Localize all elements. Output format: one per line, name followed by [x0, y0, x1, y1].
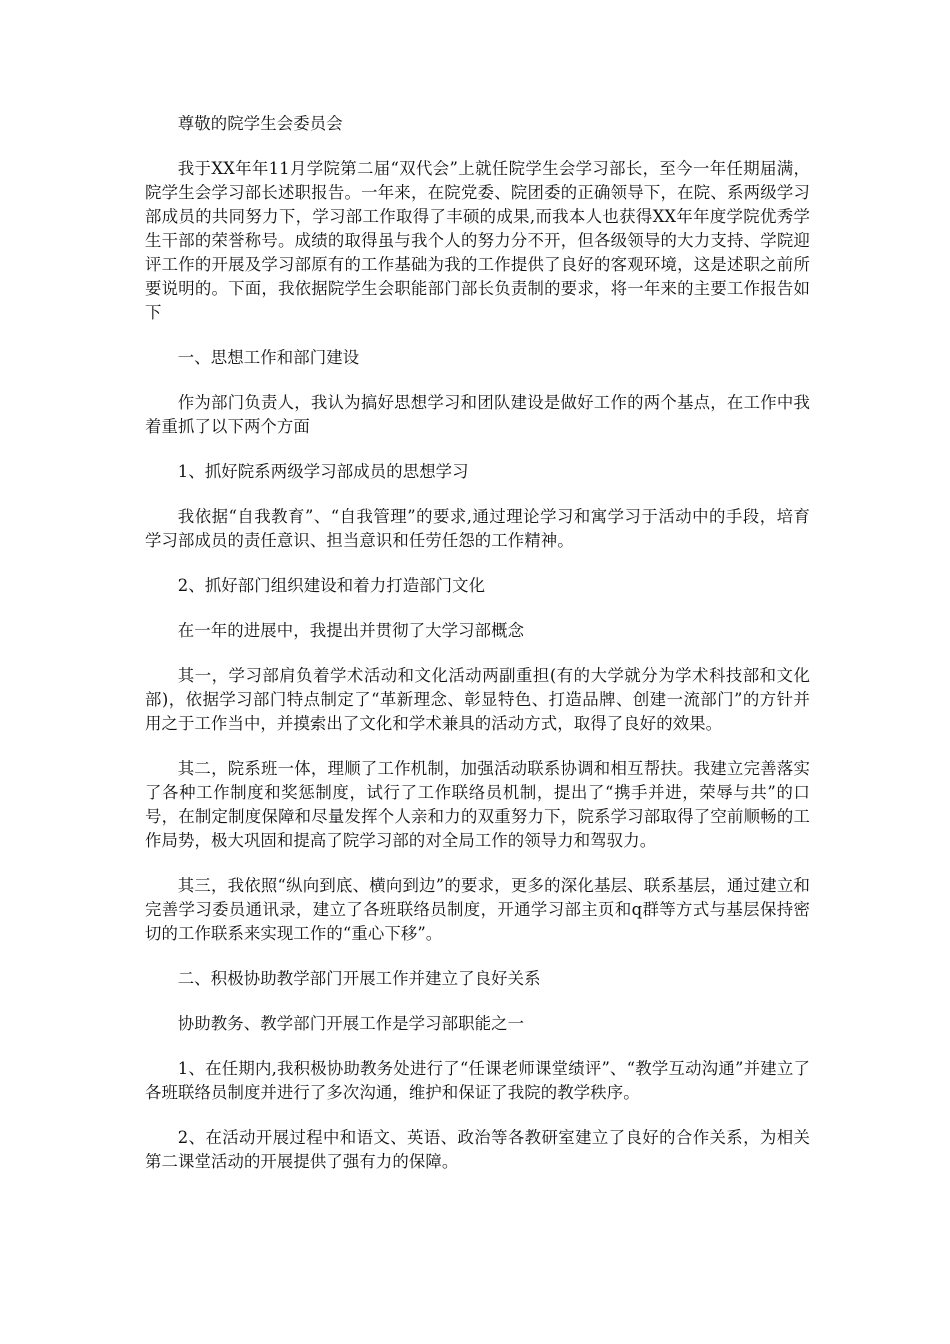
- subheading-1-2: 2、抓好部门组织建设和着力打造部门文化: [177, 576, 486, 595]
- intro-paragraph: 我于XX年年11月学院第二届“双代会”上就任院学生会学习部长，至今一年任期届满，院学生会学习部长述职报告。一年来，在院党委、院团委的正确领导下，在院、系两级学习部成员的共同努力下，学习部工作取得了丰硕的成果,而我本人也获得XX年年度学院优秀学生干部的荣誉称号。成绩的取得虽与我个人的努力分不开，但各级领导的大力支持、学院迎评工作的开展及学习部原有的工作基础为我的工作提供了良好的客观环境，这是述职之前所要说明的。下面，我依据院学生会职能部门部长负责制的要求，将一年来的主要工作报告如下: [145, 159, 810, 322]
- paragraph-point-2: 其二，院系班一体，理顺了工作机制，加强活动联系协调和相互帮扶。我建立完善落实了各种工作制度和奖惩制度，试行了工作联络员机制，提出了“携手并进，荣辱与共”的口号，在制定制度保障和尽量发挥个人亲和力的双重努力下，院系学习部取得了空前顺畅的工作局势，极大巩固和提高了院学习部的对全局工作的领导力和驾驭力。: [145, 759, 810, 850]
- section-heading-1: 一、思想工作和部门建设: [177, 348, 360, 367]
- subheading-1-1: 1、抓好院系两级学习部成员的思想学习: [177, 462, 469, 481]
- paragraph-2-2: 2、在活动开展过程中和语文、英语、政治等各教研室建立了良好的合作关系，为相关第二课堂活动的开展提供了强有力的保障。: [145, 1128, 810, 1171]
- paragraph-2-1: 1、在任期内,我积极协助教务处进行了“任课老师课堂绩评”、“教学互动沟通”并建立了各班联络员制度并进行了多次沟通，维护和保证了我院的教学秩序。: [145, 1059, 810, 1102]
- paragraph-point-3: 其三，我依照“纵向到底、横向到边”的要求，更多的深化基层、联系基层，通过建立和完善学习委员通讯录，建立了各班联络员制度，开通学习部主页和q群等方式与基层保持密切的工作联系来实现工作的“重心下移”。: [145, 876, 810, 943]
- section-1-intro: 作为部门负责人，我认为搞好思想学习和团队建设是做好工作的两个基点，在工作中我着重抓了以下两个方面: [145, 393, 810, 436]
- paragraph-point-1: 其一，学习部肩负着学术活动和文化活动两副重担(有的大学就分为学术科技部和文化部)，依据学习部门特点制定了“革新理念、彰显特色、打造品牌、创建一流部门”的方针并用之于工作当中，并摸索出了文化和学术兼具的活动方式，取得了良好的效果。: [145, 666, 810, 733]
- paragraph-1-1: 我依据“自我教育”、“自我管理”的要求,通过理论学习和寓学习于活动中的手段，培育学习部成员的责任意识、担当意识和任劳任怨的工作精神。: [145, 507, 810, 550]
- document-body: [145, 112, 810, 1195]
- paragraph-1-2-intro: 在一年的进展中，我提出并贯彻了大学习部概念: [177, 621, 525, 640]
- salutation: 尊敬的院学生会委员会: [177, 114, 343, 133]
- section-heading-2: 二、积极协助教学部门开展工作并建立了良好关系: [177, 969, 541, 988]
- section-2-intro: 协助教务、教学部门开展工作是学习部职能之一: [177, 1014, 525, 1033]
